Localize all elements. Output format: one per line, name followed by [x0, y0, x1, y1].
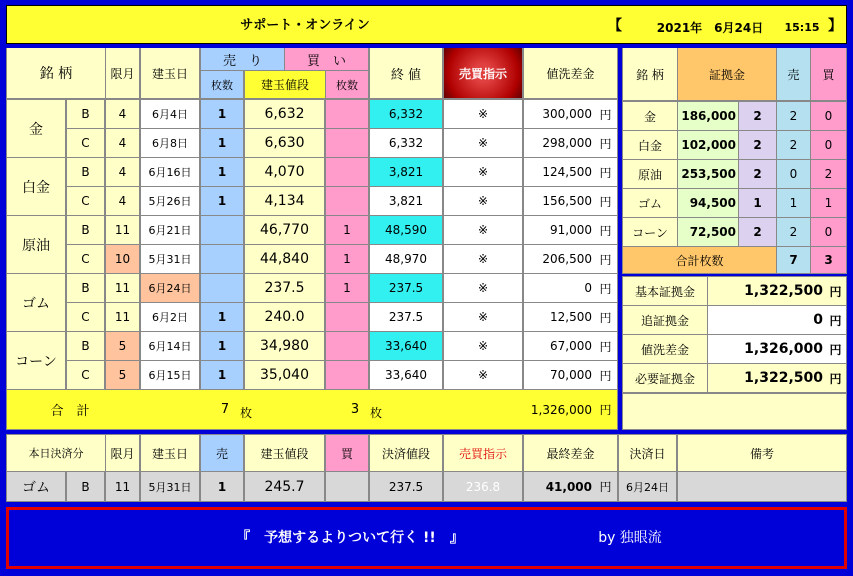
price-diff: 0 — [524, 274, 594, 302]
margin-lots: 2 — [739, 102, 776, 130]
contract-month: 5 — [106, 332, 139, 360]
col-header-sell-qty: 枚数 — [201, 71, 243, 98]
open-date: 6月8日 — [141, 129, 199, 157]
buy-qty: 1 — [326, 245, 368, 273]
entry-price: 6,630 — [245, 129, 324, 157]
trade-instruction: ※ — [444, 129, 522, 157]
yen-unit: 円 — [594, 303, 617, 331]
close-price: 6,332 — [370, 100, 442, 128]
contract-month: 4 — [106, 129, 139, 157]
position-type: B — [67, 158, 104, 186]
entry-price: 44,840 — [245, 245, 324, 273]
settled-note — [678, 472, 846, 501]
settled-header-open-date: 建玉日 — [141, 435, 199, 471]
margin-lots: 2 — [739, 160, 776, 188]
open-date: 5月26日 — [141, 187, 199, 215]
contract-month: 5 — [106, 361, 139, 389]
margin-total-label: 合計枚数 — [623, 247, 776, 273]
price-diff: 67,000 — [524, 332, 594, 360]
summary-value: 1,322,500 — [708, 277, 825, 305]
open-date: 6月15日 — [141, 361, 199, 389]
open-date: 5月31日 — [141, 245, 199, 273]
summary-label: 値洗差金 — [623, 335, 707, 363]
margin-lots: 2 — [739, 131, 776, 159]
settled-header-final-diff: 最終差金 — [524, 435, 617, 471]
contract-month: 11 — [106, 274, 139, 302]
margin-header-amount: 証拠金 — [678, 48, 776, 100]
yen-unit: 円 — [594, 216, 617, 244]
sell-qty — [201, 216, 243, 244]
yen-unit: 円 — [594, 158, 617, 186]
open-date: 6月2日 — [141, 303, 199, 331]
margin-buy: 0 — [811, 102, 846, 130]
col-header-entry-price: 建玉値段 — [245, 71, 325, 98]
summary-value: 0 — [708, 306, 825, 334]
contract-month: 10 — [106, 245, 139, 273]
margin-brand: 原油 — [623, 160, 677, 188]
open-date: 6月16日 — [141, 158, 199, 186]
contract-month: 4 — [106, 158, 139, 186]
margin-buy: 1 — [811, 189, 846, 217]
sell-qty: 1 — [201, 100, 243, 128]
buy-qty — [326, 158, 368, 186]
settled-header-entry-price: 建玉値段 — [245, 435, 324, 471]
trade-instruction: ※ — [444, 274, 522, 302]
buy-qty: 1 — [326, 274, 368, 302]
entry-price: 237.5 — [245, 274, 324, 302]
margin-brand: 金 — [623, 102, 677, 130]
position-type: B — [67, 332, 104, 360]
contract-month: 11 — [106, 303, 139, 331]
margin-header-brand: 銘 柄 — [623, 48, 677, 100]
price-diff: 124,500 — [524, 158, 594, 186]
entry-price: 34,980 — [245, 332, 324, 360]
settled-instruction: 236.8 — [444, 472, 522, 501]
total-sell: 7 — [220, 402, 230, 417]
margin-buy: 0 — [811, 131, 846, 159]
col-header-buy: 買 い — [285, 48, 368, 70]
margin-header-buy: 買 — [811, 48, 846, 100]
price-diff: 70,000 — [524, 361, 594, 389]
margin-buy: 2 — [811, 160, 846, 188]
trade-instruction: ※ — [444, 158, 522, 186]
margin-sell: 1 — [777, 189, 810, 217]
yen-unit: 円 — [594, 361, 617, 389]
margin-buy: 0 — [811, 218, 846, 246]
settled-header-settle-price: 決済値段 — [370, 435, 442, 471]
summary-yen: 円 — [825, 306, 846, 334]
settled-yen: 円 — [594, 472, 617, 501]
open-date: 6月24日 — [141, 274, 199, 302]
position-type: C — [67, 187, 104, 215]
summary-label: 必要証拠金 — [623, 364, 707, 392]
settled-header-note: 備考 — [678, 435, 846, 471]
entry-price: 46,770 — [245, 216, 324, 244]
trade-instruction: ※ — [444, 245, 522, 273]
position-type: C — [67, 303, 104, 331]
margin-total-sell: 7 — [777, 247, 810, 273]
entry-price: 6,632 — [245, 100, 324, 128]
settled-final-diff: 41,000 — [524, 472, 594, 501]
close-price: 3,821 — [370, 158, 442, 186]
summary-yen: 円 — [825, 335, 846, 363]
entry-price: 4,070 — [245, 158, 324, 186]
brand-name-cell: コーン — [7, 332, 65, 389]
yen-unit: 円 — [594, 129, 617, 157]
header-time: 15:15 — [784, 20, 820, 34]
margin-amount: 186,000 — [678, 102, 738, 130]
sell-qty: 1 — [201, 361, 243, 389]
summary-value: 1,322,500 — [708, 364, 825, 392]
position-type: C — [67, 129, 104, 157]
price-diff: 12,500 — [524, 303, 594, 331]
col-header-sell: 売 り — [201, 48, 284, 70]
margin-lots: 1 — [739, 189, 776, 217]
col-header-month: 限月 — [106, 48, 139, 98]
yen-unit: 円 — [594, 274, 617, 302]
col-header-buy-qty: 枚数 — [326, 71, 368, 98]
buy-qty — [326, 100, 368, 128]
settled-header-today: 本日決済分 — [7, 435, 105, 471]
margin-sell: 2 — [777, 102, 810, 130]
margin-header-sell: 売 — [777, 48, 810, 100]
total-buy: 3 — [350, 402, 360, 417]
settled-month: 11 — [106, 472, 139, 501]
settled-settle-price: 237.5 — [370, 472, 442, 501]
settled-buy — [326, 472, 368, 501]
buy-qty — [326, 361, 368, 389]
yen-unit: 円 — [594, 100, 617, 128]
app-title: サポート・オンライン — [240, 17, 370, 33]
trade-instruction: ※ — [444, 332, 522, 360]
total-buy-unit: 枚 — [369, 406, 382, 420]
settled-price: 245.7 — [245, 472, 324, 501]
close-price: 33,640 — [370, 332, 442, 360]
summary-value: 1,326,000 — [708, 335, 825, 363]
settled-header-buy: 買 — [326, 435, 368, 471]
settled-type: B — [67, 472, 104, 501]
brand-name-cell: 原油 — [7, 216, 65, 273]
yen-unit: 円 — [594, 245, 617, 273]
total-label: 合 計 — [50, 404, 90, 419]
summary-empty — [623, 394, 846, 429]
position-type: C — [67, 245, 104, 273]
settled-header-sell: 売 — [201, 435, 243, 471]
settled-date: 5月31日 — [141, 472, 199, 501]
date-bracket-open: 【 — [608, 18, 622, 34]
settled-sell: 1 — [201, 472, 243, 501]
sell-qty: 1 — [201, 303, 243, 331]
position-type: B — [67, 274, 104, 302]
sell-qty: 1 — [201, 129, 243, 157]
sell-qty — [201, 245, 243, 273]
buy-qty — [326, 332, 368, 360]
yen-unit: 円 — [594, 332, 617, 360]
margin-amount: 102,000 — [678, 131, 738, 159]
trade-instruction: ※ — [444, 100, 522, 128]
col-header-close: 終 値 — [370, 48, 442, 98]
price-diff: 300,000 — [524, 100, 594, 128]
contract-month: 11 — [106, 216, 139, 244]
margin-sell: 2 — [777, 131, 810, 159]
open-date: 6月4日 — [141, 100, 199, 128]
settled-header-month: 限月 — [106, 435, 139, 471]
price-diff: 206,500 — [524, 245, 594, 273]
sell-qty — [201, 274, 243, 302]
price-diff: 91,000 — [524, 216, 594, 244]
position-type: B — [67, 100, 104, 128]
sell-qty: 1 — [201, 158, 243, 186]
sell-qty: 1 — [201, 332, 243, 360]
price-diff: 156,500 — [524, 187, 594, 215]
col-header-open-date: 建玉日 — [141, 48, 199, 98]
buy-qty — [326, 303, 368, 331]
margin-brand: 白金 — [623, 131, 677, 159]
trade-instruction: ※ — [444, 303, 522, 331]
open-date: 6月21日 — [141, 216, 199, 244]
margin-lots: 2 — [739, 218, 776, 246]
close-price: 3,821 — [370, 187, 442, 215]
close-price: 6,332 — [370, 129, 442, 157]
sell-qty: 1 — [201, 187, 243, 215]
footer-by: by 独眼流 — [598, 530, 662, 546]
buy-qty — [326, 187, 368, 215]
margin-sell: 2 — [777, 218, 810, 246]
contract-month: 4 — [106, 187, 139, 215]
buy-qty: 1 — [326, 216, 368, 244]
trade-instruction: ※ — [444, 187, 522, 215]
contract-month: 4 — [106, 100, 139, 128]
date-bracket-close: 】 — [828, 18, 842, 34]
close-price: 237.5 — [370, 274, 442, 302]
entry-price: 4,134 — [245, 187, 324, 215]
footer-motto: 『 予想するよりついて行く !! 』 — [236, 530, 464, 546]
yen-unit: 円 — [594, 187, 617, 215]
position-type: B — [67, 216, 104, 244]
price-diff: 298,000 — [524, 129, 594, 157]
margin-brand: コーン — [623, 218, 677, 246]
margin-total-buy: 3 — [811, 247, 846, 273]
total-yen: 円 — [599, 403, 612, 417]
close-price: 33,640 — [370, 361, 442, 389]
margin-sell: 0 — [777, 160, 810, 188]
entry-price: 240.0 — [245, 303, 324, 331]
settled-header-settle-date: 決済日 — [619, 435, 676, 471]
trade-instruction: ※ — [444, 216, 522, 244]
settled-settle-date: 6月24日 — [619, 472, 676, 501]
trade-instruction: ※ — [444, 361, 522, 389]
summary-label: 追証拠金 — [623, 306, 707, 334]
brand-name-cell: ゴム — [7, 274, 65, 331]
margin-amount: 94,500 — [678, 189, 738, 217]
buy-qty — [326, 129, 368, 157]
col-header-brand: 銘 柄 — [7, 48, 105, 98]
close-price: 48,970 — [370, 245, 442, 273]
summary-yen: 円 — [825, 277, 846, 305]
brand-name-cell: 白金 — [7, 158, 65, 215]
summary-label: 基本証拠金 — [623, 277, 707, 305]
brand-name-cell: 金 — [7, 100, 65, 157]
total-diff: 1,326,000 — [530, 402, 592, 417]
open-date: 6月14日 — [141, 332, 199, 360]
margin-amount: 72,500 — [678, 218, 738, 246]
settled-brand: ゴム — [7, 472, 65, 501]
margin-amount: 253,500 — [678, 160, 738, 188]
close-price: 48,590 — [370, 216, 442, 244]
position-type: C — [67, 361, 104, 389]
col-header-instruction: 売買指示 — [444, 48, 522, 98]
summary-yen: 円 — [825, 364, 846, 392]
settled-header-instruction: 売買指示 — [444, 435, 522, 471]
margin-brand: ゴム — [623, 189, 677, 217]
entry-price: 35,040 — [245, 361, 324, 389]
close-price: 237.5 — [370, 303, 442, 331]
header-date: 2021年 6月24日 — [656, 20, 764, 35]
total-sell-unit: 枚 — [239, 406, 252, 420]
col-header-diff: 値洗差金 — [524, 48, 617, 98]
